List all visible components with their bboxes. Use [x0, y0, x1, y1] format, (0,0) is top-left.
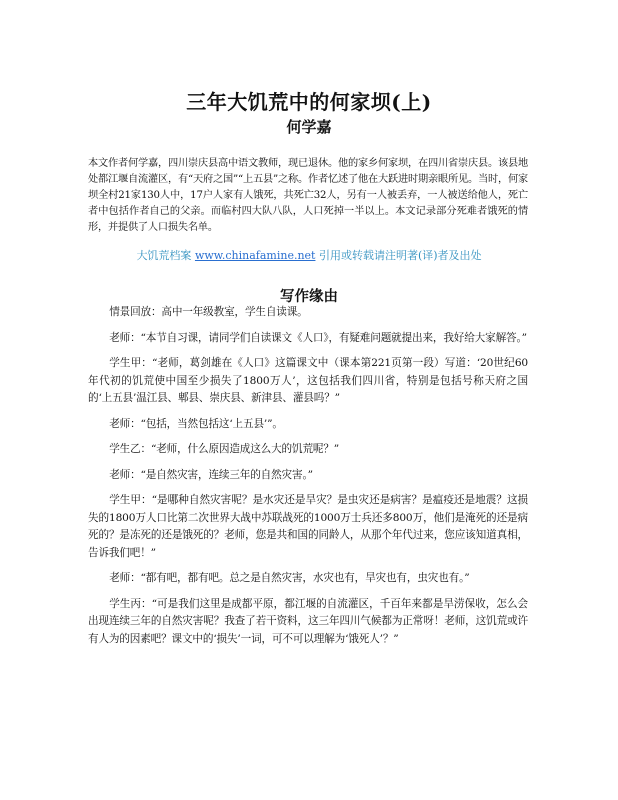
author-name: 何学嘉 — [286, 118, 332, 136]
section-title: 写作缘由 — [280, 288, 338, 305]
archive-prefix: 大饥荒档案 — [136, 249, 192, 262]
body-paragraph: 老师：“都有吧，都有吧。总之是自然灾害，水灾也有，旱灾也有，虫灾也有。” — [109, 572, 470, 584]
archive-notice — [0, 247, 618, 263]
body-paragraph: 学生丙：“可是我们这里是成都平原，都江堰的自流灌区，千百年来都是旱涝保收，怎么会出现连续三年的自然灾害呢？我查了若干资料，这三年四川气候都为正常呀！老师，这饥荒或许有人为的因素吧？课文中的‘损失’一词，可不可以理解为‘饿死人’？” — [88, 597, 528, 645]
body-text — [88, 304, 528, 656]
body-paragraph: 老师：“本节自习课，请同学们自读课文《人口》，有疑难问题就提出来，我好给大家解答。” — [109, 331, 527, 344]
body-paragraph: 老师：“包括，当然包括这‘上五县’”。 — [109, 417, 283, 430]
body-paragraph: 学生甲：“是哪种自然灾害呢？是水灾还是旱灾？是虫灾还是病害？是瘟疫还是地震？这损失的1800万人口比第二次世界大战中苏联战死的1000万士兵还多800万，他们是淹死的还是病死的？是冻死的还是饿死的？老师，您是共和国的同龄人，从那个年代过来，您应该知道真相，告诉我们吧！” — [88, 494, 528, 559]
body-paragraph: 老师：“是自然灾害，连续三年的自然灾害。” — [109, 468, 313, 481]
intro-paragraph: 本文作者何学嘉，四川崇庆县高中语文教师，现已退休。他的家乡何家坝，在四川省崇庆县。该县地处都江堰自流灌区，有“天府之国”“上五县”之称。作者忆述了他在大跃进时期亲眼所见。当时，何家坝全村21家130人中，17户人家有人饿死，共死亡32人，另有一人被丢弃，一人被送给他人，死亡者中包括作者自己的父亲。而临村四大队八队，人口死掉一半以上。本文记录部分死难者饿死的情形，并提供了人口损失名单。 — [88, 158, 528, 233]
archive-link[interactable]: www.chinafamine.net — [194, 249, 316, 262]
body-paragraph: 学生甲：“老师，葛剑雄在《人口》这篇课文中（课本第221页第一段）写道：‘20世纪60年代初的饥荒使中国至少损失了1800万人’，这包括我们四川省，特别是包括号称天府之国的‘上五县’温江县、郫县、崇庆县、新津县、灌县吗？” — [88, 357, 528, 404]
body-paragraph: 学生乙：“老师，什么原因造成这么大的饥荒呢？” — [109, 443, 340, 455]
body-paragraph: 情景回放：高中一年级教室，学生自读课。 — [109, 306, 308, 318]
document-title: 三年大饥荒中的何家坝(上) — [186, 90, 432, 114]
archive-suffix: 引用或转载请注明著(译)者及出处 — [318, 249, 482, 262]
